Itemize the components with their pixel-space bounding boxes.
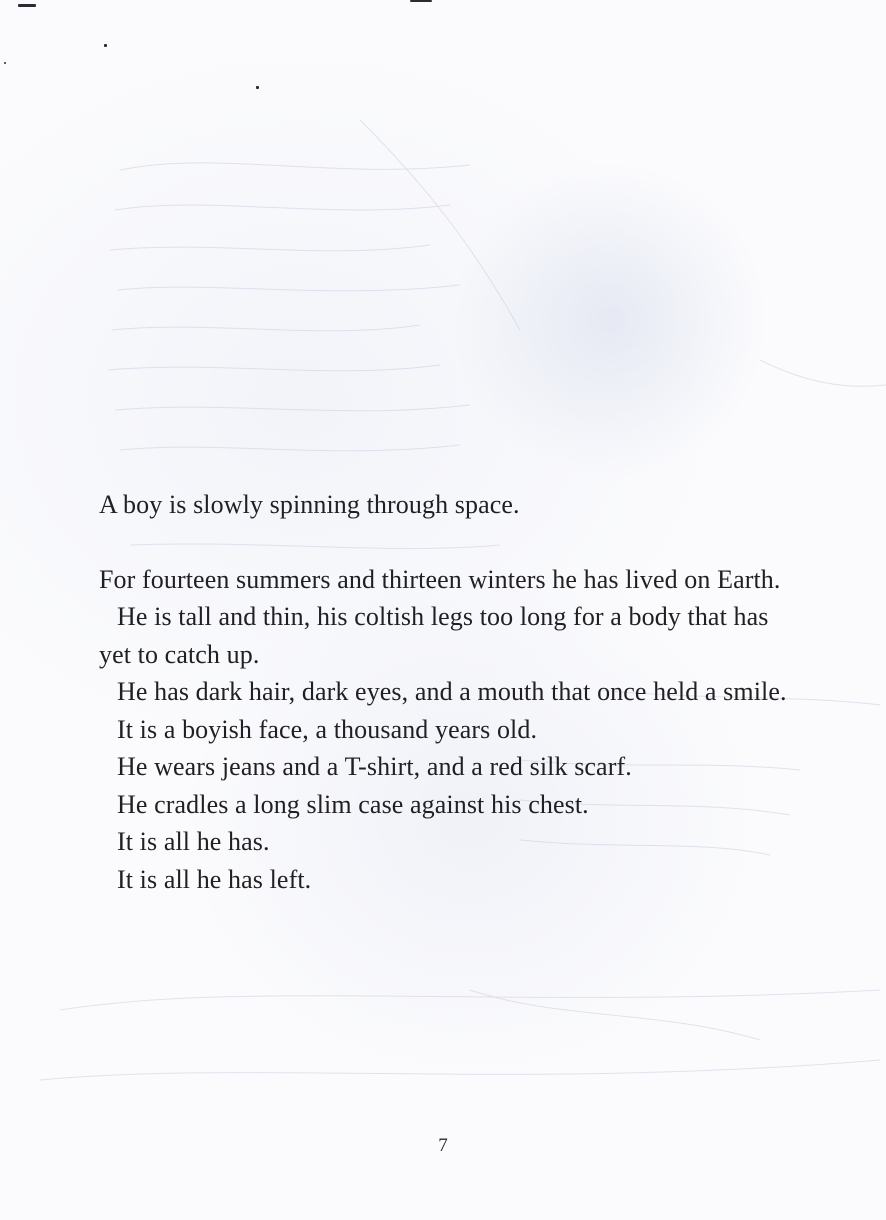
paragraph: It is all he has. xyxy=(117,827,270,856)
paragraph: It is a boyish face, a thousand years old. xyxy=(117,714,538,744)
page-number: 7 xyxy=(438,1135,448,1156)
paragraph: He is tall and thin, his coltish legs too long for a body that has yet to catch up. xyxy=(99,602,769,669)
paragraph: He wears jeans and a T-shirt, and a red silk scarf. xyxy=(117,752,632,781)
paragraph: For fourteen summers and thirteen winters he has lived on Earth. xyxy=(99,564,781,594)
paragraph: He cradles a long slim case against his chest. xyxy=(117,789,589,819)
paragraph: He has dark hair, dark eyes, and a mouth that once held a smile. xyxy=(117,677,787,706)
opening-line: A boy is slowly spinning through space. xyxy=(99,490,520,519)
paragraph: It is all he has left. xyxy=(117,864,312,894)
story-text xyxy=(99,486,799,898)
